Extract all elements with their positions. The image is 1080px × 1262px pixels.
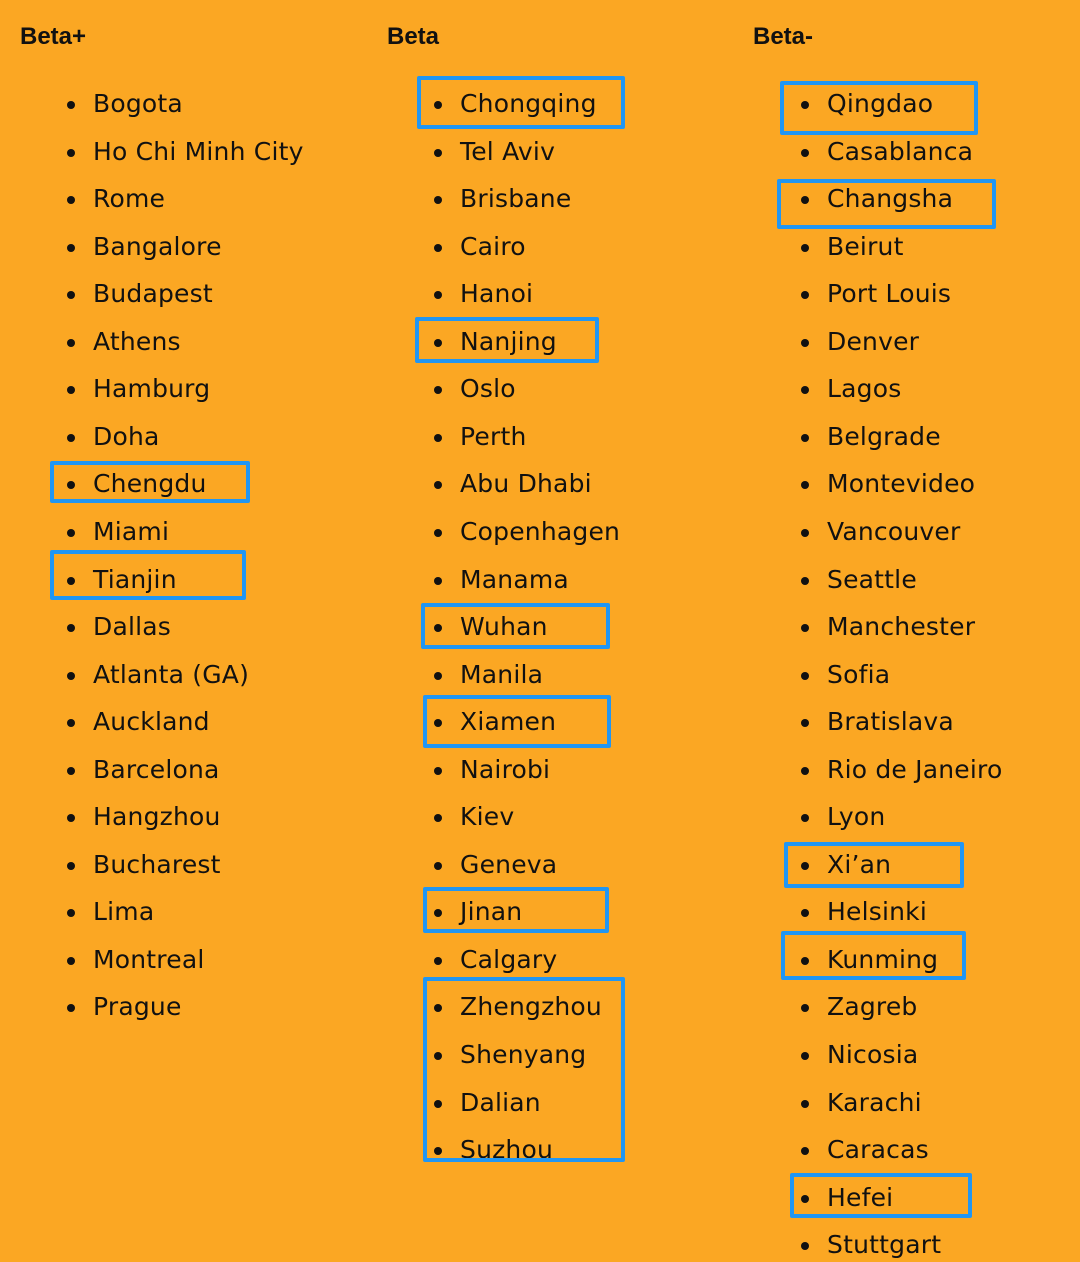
city-name: Nicosia: [827, 1040, 919, 1069]
city-name: Brisbane: [460, 184, 572, 214]
city-name: Auckland: [93, 707, 210, 737]
city-name: Calgary: [460, 944, 558, 974]
bullet-icon: [67, 719, 75, 727]
bullet-icon: [67, 957, 75, 965]
bullet-icon: [801, 149, 809, 157]
bullet-icon: [801, 529, 809, 537]
city-name: Cairo: [460, 231, 526, 261]
bullet-icon: [434, 767, 442, 775]
bullet-icon: [434, 672, 442, 680]
bullet-icon: [801, 624, 809, 632]
city-name: Lagos: [827, 374, 902, 404]
bullet-icon: [801, 672, 809, 680]
city-name: Miami: [93, 516, 170, 546]
city-name: Chengdu: [93, 469, 207, 499]
bullet-icon: [67, 767, 75, 775]
bullet-icon: [801, 577, 809, 585]
bullet-icon: [434, 529, 442, 537]
city-name: Abu Dhabi: [460, 469, 592, 499]
bullet-icon: [434, 386, 442, 394]
bullet-icon: [67, 814, 75, 822]
city-name: Caracas: [827, 1135, 929, 1165]
city-name: Hangzhou: [93, 802, 221, 832]
bullet-icon: [801, 196, 809, 204]
bullet-icon: [434, 434, 442, 442]
bullet-icon: [67, 481, 75, 489]
bullet-icon: [801, 244, 809, 252]
city-name: Jinan: [460, 897, 523, 927]
city-name: Perth: [460, 421, 527, 451]
city-name: Atlanta (GA): [93, 659, 250, 689]
city-name: Casablanca: [827, 136, 974, 166]
city-name: Bangalore: [93, 231, 222, 261]
bullet-icon: [801, 434, 809, 442]
bullet-icon: [434, 719, 442, 727]
bullet-icon: [434, 1004, 442, 1012]
bullet-icon: [67, 1004, 75, 1012]
city-name: Montreal: [93, 944, 205, 974]
bullet-icon: [801, 957, 809, 965]
city-name: Dallas: [93, 612, 172, 642]
city-name: Stuttgart: [827, 1230, 942, 1260]
city-name: Hanoi: [460, 279, 534, 309]
bullet-icon: [67, 434, 75, 442]
city-name: Belgrade: [827, 421, 941, 451]
bullet-icon: [67, 577, 75, 585]
city-name: Kiev: [460, 802, 515, 832]
bullet-icon: [434, 244, 442, 252]
bullet-icon: [801, 909, 809, 917]
city-name: Rome: [93, 184, 166, 214]
city-name: Ho Chi Minh City: [93, 136, 304, 166]
bullet-icon: [801, 814, 809, 822]
city-name: Xi’an: [827, 849, 892, 879]
city-name: Nairobi: [460, 754, 551, 784]
city-name: Suzhou: [460, 1135, 554, 1165]
bullet-icon: [67, 672, 75, 680]
bullet-icon: [67, 101, 75, 109]
city-name: Manama: [460, 564, 569, 594]
column-title-beta-plus: Beta+: [20, 23, 87, 50]
bullet-icon: [67, 529, 75, 537]
bullet-icon: [434, 624, 442, 632]
city-name: Athens: [93, 326, 181, 356]
city-name: Wuhan: [460, 612, 548, 642]
bullet-icon: [801, 1100, 809, 1108]
city-name: Doha: [93, 421, 160, 451]
bullet-icon: [434, 1100, 442, 1108]
city-name: Vancouver: [827, 516, 961, 546]
city-name: Beirut: [827, 231, 904, 261]
city-name: Montevideo: [827, 469, 976, 499]
city-name: Kunming: [827, 944, 939, 974]
city-name: Bratislava: [827, 707, 954, 737]
city-name: Qingdao: [827, 89, 934, 118]
city-name: Lima: [93, 897, 155, 927]
bullet-icon: [801, 1004, 809, 1012]
bullet-icon: [801, 339, 809, 347]
bullet-icon: [434, 291, 442, 299]
city-name: Chongqing: [460, 89, 597, 118]
city-name: Manila: [460, 659, 544, 689]
bullet-icon: [67, 386, 75, 394]
city-name: Zagreb: [827, 992, 918, 1022]
bullet-icon: [801, 719, 809, 727]
bullet-icon: [801, 291, 809, 299]
bullet-icon: [67, 291, 75, 299]
bullet-icon: [67, 624, 75, 632]
city-name: Geneva: [460, 849, 558, 879]
city-name: Changsha: [827, 184, 954, 214]
bullet-icon: [434, 101, 442, 109]
bullet-icon: [801, 767, 809, 775]
bullet-icon: [434, 1052, 442, 1060]
city-name: Shenyang: [460, 1040, 587, 1069]
bullet-icon: [434, 862, 442, 870]
city-name: Rio de Janeiro: [827, 754, 1003, 784]
bullet-icon: [434, 481, 442, 489]
column-title-beta: Beta: [387, 23, 440, 50]
city-name: Oslo: [460, 374, 516, 404]
city-name: Lyon: [827, 802, 886, 832]
city-name: Dalian: [460, 1087, 541, 1117]
bullet-icon: [434, 909, 442, 917]
bullet-icon: [801, 386, 809, 394]
city-name: Denver: [827, 326, 920, 356]
bullet-icon: [67, 909, 75, 917]
city-name: Manchester: [827, 612, 976, 642]
city-name: Helsinki: [827, 897, 927, 927]
bullet-icon: [67, 149, 75, 157]
bullet-icon: [801, 481, 809, 489]
city-name: Sofia: [827, 659, 891, 689]
city-name: Zhengzhou: [460, 992, 602, 1022]
city-name: Nanjing: [460, 326, 557, 356]
column-title-beta-minus: Beta-: [753, 23, 814, 50]
bullet-icon: [801, 1147, 809, 1155]
city-name: Prague: [93, 992, 182, 1022]
city-name: Tianjin: [93, 564, 177, 594]
city-name: Hefei: [827, 1182, 894, 1212]
city-name: Budapest: [93, 279, 213, 309]
city-name: Xiamen: [460, 707, 557, 737]
city-name: Bucharest: [93, 849, 221, 879]
city-name: Hamburg: [93, 374, 211, 404]
city-name: Seattle: [827, 564, 917, 594]
bullet-icon: [67, 862, 75, 870]
bullet-icon: [434, 814, 442, 822]
bullet-icon: [801, 101, 809, 109]
bullet-icon: [67, 339, 75, 347]
bullet-icon: [434, 196, 442, 204]
city-name: Bogota: [93, 89, 183, 118]
city-name: Copenhagen: [460, 516, 621, 546]
city-name: Tel Aviv: [460, 136, 556, 166]
bullet-icon: [67, 196, 75, 204]
city-name: Port Louis: [827, 279, 952, 309]
bullet-icon: [801, 1052, 809, 1060]
bullet-icon: [434, 957, 442, 965]
bullet-icon: [434, 339, 442, 347]
bullet-icon: [67, 244, 75, 252]
bullet-icon: [434, 1147, 442, 1155]
bullet-icon: [434, 577, 442, 585]
city-name: Karachi: [827, 1087, 922, 1117]
bullet-icon: [801, 1242, 809, 1250]
bullet-icon: [801, 1195, 809, 1203]
city-name: Barcelona: [93, 754, 220, 784]
bullet-icon: [434, 149, 442, 157]
bullet-icon: [801, 862, 809, 870]
